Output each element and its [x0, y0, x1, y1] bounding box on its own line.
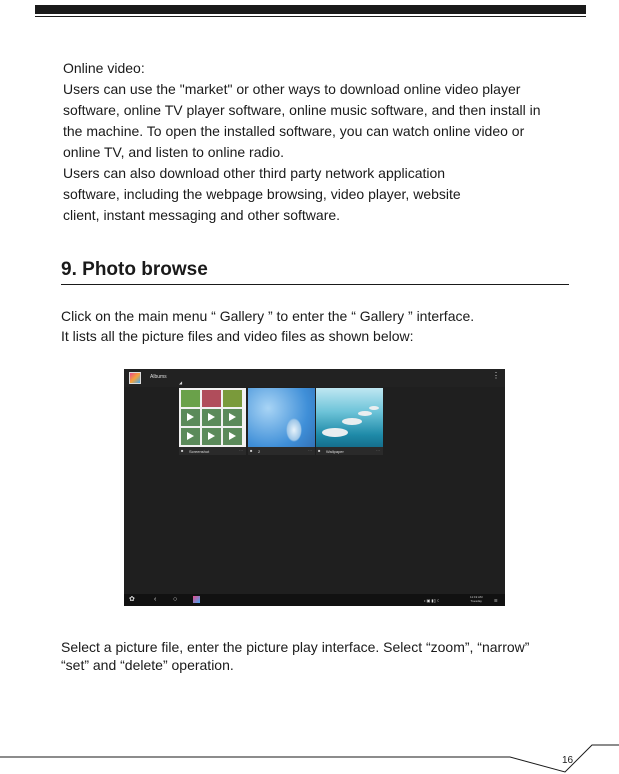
paragraph-line: Click on the main menu “ Gallery ” to enter the “ Gallery ” interface.	[61, 308, 475, 324]
thumbnail	[223, 390, 242, 407]
clock	[470, 595, 482, 603]
online-video-paragraph	[63, 58, 583, 226]
album-menu-icon[interactable]: ···	[308, 448, 312, 453]
stone-image	[358, 411, 372, 416]
launcher-icon[interactable]: ✿	[129, 596, 135, 603]
play-icon	[187, 432, 194, 440]
album-name: Screenshot	[189, 449, 210, 454]
system-nav-bar	[124, 594, 505, 606]
video-thumbnail	[223, 428, 242, 445]
play-icon	[208, 432, 215, 440]
folder-icon: ■	[181, 448, 184, 453]
header-rule-thick	[35, 5, 586, 14]
album-tile[interactable]	[316, 388, 383, 455]
paragraph-line: software, online TV player software, online music software, and then install in	[63, 102, 541, 118]
paragraph-line: online TV, and listen to online radio.	[63, 144, 285, 160]
video-thumbnail	[223, 409, 242, 426]
dropdown-icon[interactable]: ◢	[179, 380, 183, 385]
page-number: 16	[562, 755, 574, 766]
flower-image	[286, 418, 302, 442]
footer-rule	[0, 740, 619, 774]
video-thumbnail	[181, 428, 200, 445]
play-icon	[229, 432, 236, 440]
clock-day: Tuesday	[470, 599, 482, 603]
play-icon	[187, 413, 194, 421]
thumbnail	[181, 390, 200, 407]
album-caption	[248, 447, 315, 455]
album-caption	[179, 447, 246, 455]
album-menu-icon[interactable]: ···	[376, 448, 380, 453]
paragraph-line: the machine. To open the installed software, you can watch online video or	[63, 123, 525, 139]
menu-icon[interactable]: ☰	[494, 598, 498, 603]
intro-paragraph	[61, 306, 474, 346]
section-title: Photo browse	[82, 259, 208, 280]
paragraph-line: client, instant messaging and other software.	[63, 207, 341, 223]
album-name: Wallpaper	[326, 449, 344, 454]
section-number: 9.	[61, 259, 77, 280]
play-icon	[208, 413, 215, 421]
album-tile[interactable]	[248, 388, 315, 455]
folder-icon: ■	[318, 448, 321, 453]
video-thumbnail	[202, 428, 221, 445]
back-icon[interactable]: ‹	[154, 596, 157, 603]
paragraph-line: Users can use the "market" or other ways to download online video player	[63, 81, 521, 97]
stone-image	[342, 418, 362, 425]
video-thumbnail	[202, 409, 221, 426]
album-menu-icon[interactable]: ···	[239, 448, 243, 453]
app-bar	[124, 369, 505, 387]
album-thumbnails	[181, 390, 244, 445]
thumbnail	[202, 390, 221, 407]
recents-icon[interactable]	[193, 596, 200, 603]
stone-image	[369, 406, 379, 410]
paragraph-line: Online video:	[63, 60, 145, 76]
paragraph-line: Users can also download other third party network application	[63, 165, 446, 181]
paragraph-line: It lists all the picture files and video files as shown below:	[61, 328, 414, 344]
stone-image	[322, 428, 348, 437]
outro-paragraph	[61, 638, 529, 674]
video-thumbnail	[181, 409, 200, 426]
album-tile[interactable]	[179, 388, 246, 455]
paragraph-line: software, including the webpage browsing, video player, website	[63, 186, 461, 202]
album-caption	[316, 447, 383, 455]
gallery-app-icon[interactable]	[129, 372, 141, 384]
section-rule	[61, 284, 569, 285]
header-rule-thin	[35, 16, 586, 17]
paragraph-line: Select a picture file, enter the picture play interface. Select “zoom”, “narrow”	[61, 639, 530, 655]
gallery-screenshot	[124, 369, 505, 606]
section-heading	[61, 259, 208, 281]
overflow-menu-icon[interactable]: ⋮	[492, 371, 500, 380]
play-icon	[229, 413, 236, 421]
status-icons: • ▣ ▮▯ ☾	[424, 598, 441, 603]
home-icon[interactable]: ○	[173, 596, 178, 603]
app-title: Albums	[150, 374, 167, 380]
clock-time: 11:19 AM	[470, 595, 483, 599]
album-name: 2	[258, 449, 261, 454]
paragraph-line: “set” and “delete” operation.	[61, 657, 234, 673]
folder-icon: ■	[250, 448, 253, 453]
